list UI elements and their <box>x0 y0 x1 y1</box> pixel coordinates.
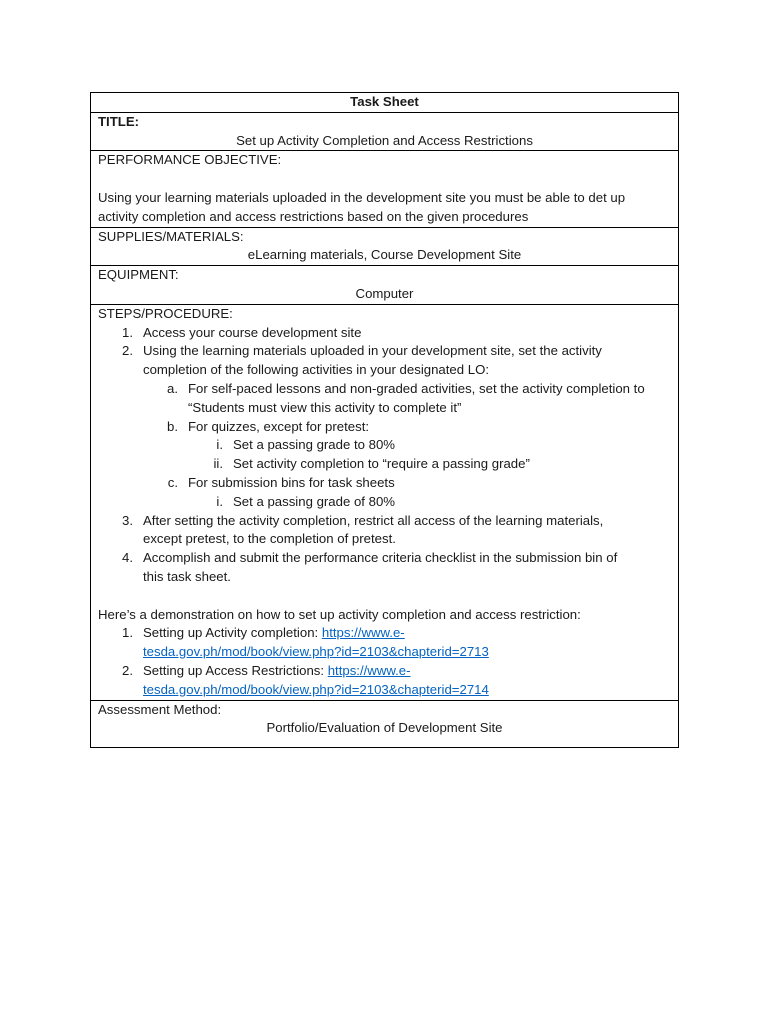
step-text-continued: except pretest, to the completion of pretest. <box>143 531 396 547</box>
step-text: Using the learning materials uploaded in your development site, set the activity <box>143 343 602 359</box>
list-number: 1. <box>122 625 133 641</box>
list-item <box>98 549 671 568</box>
list-item <box>98 380 671 399</box>
list-item <box>98 342 671 361</box>
supplies-value: eLearning materials, Course Development Site <box>247 247 522 263</box>
equipment-value: Computer <box>355 285 414 301</box>
objective-text-line2: activity completion and access restrictions based on the given procedures <box>98 208 529 224</box>
access-restrictions-link-continued[interactable]: tesda.gov.ph/mod/book/view.php?id=2103&chapterid=2714 <box>143 681 489 697</box>
demo-item-text <box>143 662 411 681</box>
step-text-continued: completion of the following activities in your designated LO: <box>143 362 489 378</box>
demo-item-label: Setting up Access Restrictions: <box>143 662 328 678</box>
demo-item-label: Setting up Activity completion: <box>143 625 322 641</box>
list-roman: i. <box>216 493 223 509</box>
list-letter: b. <box>167 418 178 434</box>
supplies-section <box>91 227 678 266</box>
list-letter: c. <box>167 474 178 490</box>
list-item <box>98 512 671 531</box>
objective-section <box>91 150 678 226</box>
assessment-label: Assessment Method: <box>98 701 222 717</box>
step-text-continued: this task sheet. <box>143 568 231 584</box>
step-text: For quizzes, except for pretest: <box>188 418 370 434</box>
step-text: Set activity completion to “require a passing grade” <box>233 456 530 472</box>
list-item <box>98 474 671 493</box>
list-roman: i. <box>216 437 223 453</box>
sheet-heading: Task Sheet <box>350 94 419 109</box>
equipment-section <box>91 265 678 304</box>
demo-item-text <box>143 624 405 643</box>
access-restrictions-link[interactable]: https://www.e- <box>327 662 411 678</box>
header-row <box>91 93 678 112</box>
title-label: TITLE: <box>98 113 140 129</box>
task-sheet-table <box>90 92 679 748</box>
list-number: 2. <box>122 343 133 359</box>
steps-label: STEPS/PROCEDURE: <box>98 305 233 321</box>
objective-text-line1: Using your learning materials uploaded in the development site you must be able to det up <box>98 189 626 205</box>
activity-completion-link-continued[interactable]: tesda.gov.ph/mod/book/view.php?id=2103&chapterid=2713 <box>143 644 489 660</box>
task-title: Set up Activity Completion and Access Restrictions <box>236 132 533 148</box>
link-continued <box>98 643 671 662</box>
step-text: After setting the activity completion, restrict all access of the learning materials, <box>143 512 604 528</box>
steps-section <box>91 304 678 700</box>
list-item <box>98 455 671 474</box>
equipment-label: EQUIPMENT: <box>98 267 179 283</box>
list-item <box>98 624 671 643</box>
assessment-section <box>91 700 678 748</box>
list-roman: ii. <box>213 456 223 472</box>
step-text: Set a passing grade of 80% <box>233 493 396 509</box>
supplies-label: SUPPLIES/MATERIALS: <box>98 228 244 244</box>
step-text: Accomplish and submit the performance criteria checklist in the submission bin of <box>143 550 618 566</box>
list-item <box>98 436 671 455</box>
list-number: 4. <box>122 550 133 566</box>
demo-intro: Here’s a demonstration on how to set up activity completion and access restriction: <box>98 606 581 622</box>
step-text: For submission bins for task sheets <box>188 474 395 490</box>
step-text: Access your course development site <box>143 324 362 340</box>
list-letter: a. <box>167 380 178 396</box>
link-continued <box>98 681 671 700</box>
step-text: For self-paced lessons and non-graded activities, set the activity completion to <box>188 380 645 396</box>
list-number: 1. <box>122 324 133 340</box>
assessment-value: Portfolio/Evaluation of Development Site <box>266 720 503 736</box>
objective-label: PERFORMANCE OBJECTIVE: <box>98 152 282 168</box>
step-text: Set a passing grade to 80% <box>233 437 396 453</box>
title-section <box>91 112 678 151</box>
activity-completion-link[interactable]: https://www.e- <box>321 625 405 641</box>
list-number: 3. <box>122 512 133 528</box>
list-number: 2. <box>122 662 133 678</box>
list-item <box>98 493 671 512</box>
list-item <box>98 662 671 681</box>
list-item <box>98 324 671 343</box>
step-text-continued: “Students must view this activity to complete it” <box>188 399 462 415</box>
list-item <box>98 418 671 437</box>
